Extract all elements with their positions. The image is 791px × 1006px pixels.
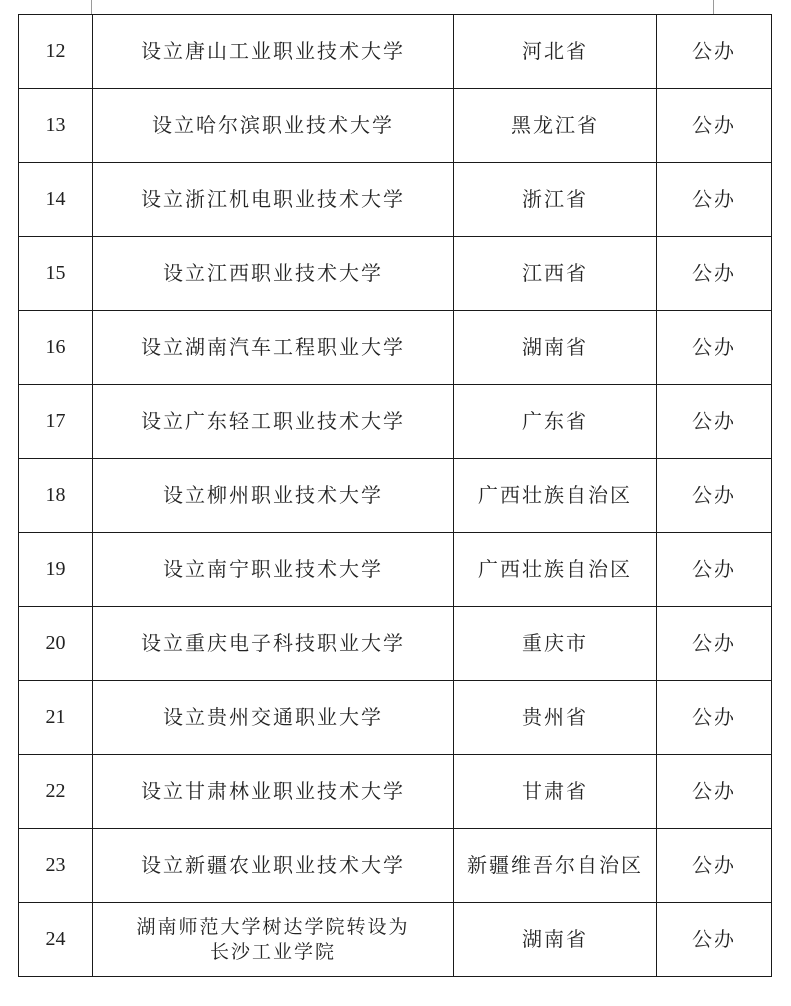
school-type: 公办 bbox=[657, 237, 772, 311]
table-row bbox=[19, 681, 772, 755]
table-row bbox=[19, 385, 772, 459]
row-number: 18 bbox=[19, 459, 93, 533]
school-type: 公办 bbox=[657, 903, 772, 977]
school-name: 设立柳州职业技术大学 bbox=[93, 459, 454, 533]
province: 湖南省 bbox=[454, 903, 657, 977]
school-name: 设立广东轻工职业技术大学 bbox=[93, 385, 454, 459]
row-number: 21 bbox=[19, 681, 93, 755]
table-row bbox=[19, 459, 772, 533]
school-name: 设立浙江机电职业技术大学 bbox=[93, 163, 454, 237]
page-corner-mark-left bbox=[91, 0, 92, 14]
school-type: 公办 bbox=[657, 607, 772, 681]
province: 江西省 bbox=[454, 237, 657, 311]
row-number: 14 bbox=[19, 163, 93, 237]
school-type: 公办 bbox=[657, 755, 772, 829]
row-number: 23 bbox=[19, 829, 93, 903]
province: 河北省 bbox=[454, 15, 657, 89]
school-type: 公办 bbox=[657, 163, 772, 237]
school-name bbox=[93, 903, 454, 977]
school-name: 设立重庆电子科技职业大学 bbox=[93, 607, 454, 681]
school-type: 公办 bbox=[657, 15, 772, 89]
row-number: 20 bbox=[19, 607, 93, 681]
school-name: 设立湖南汽车工程职业大学 bbox=[93, 311, 454, 385]
school-type: 公办 bbox=[657, 533, 772, 607]
table-row bbox=[19, 163, 772, 237]
school-name: 设立南宁职业技术大学 bbox=[93, 533, 454, 607]
school-name: 设立贵州交通职业大学 bbox=[93, 681, 454, 755]
table-row bbox=[19, 89, 772, 163]
row-number: 22 bbox=[19, 755, 93, 829]
row-number: 12 bbox=[19, 15, 93, 89]
school-name: 设立甘肃林业职业技术大学 bbox=[93, 755, 454, 829]
table-row bbox=[19, 15, 772, 89]
row-number: 16 bbox=[19, 311, 93, 385]
university-list-table bbox=[18, 14, 772, 977]
table-row bbox=[19, 829, 772, 903]
school-type: 公办 bbox=[657, 385, 772, 459]
school-type: 公办 bbox=[657, 459, 772, 533]
province: 广西壮族自治区 bbox=[454, 459, 657, 533]
school-name: 设立唐山工业职业技术大学 bbox=[93, 15, 454, 89]
school-name: 设立新疆农业职业技术大学 bbox=[93, 829, 454, 903]
school-type: 公办 bbox=[657, 89, 772, 163]
school-name: 设立哈尔滨职业技术大学 bbox=[93, 89, 454, 163]
table-row bbox=[19, 607, 772, 681]
province: 新疆维吾尔自治区 bbox=[454, 829, 657, 903]
school-name-line-1: 湖南师范大学树达学院转设为 bbox=[136, 915, 410, 938]
table-row bbox=[19, 237, 772, 311]
row-number: 24 bbox=[19, 903, 93, 977]
school-type: 公办 bbox=[657, 681, 772, 755]
province: 贵州省 bbox=[454, 681, 657, 755]
school-type: 公办 bbox=[657, 311, 772, 385]
table-row bbox=[19, 903, 772, 977]
province: 广东省 bbox=[454, 385, 657, 459]
province: 湖南省 bbox=[454, 311, 657, 385]
school-name: 设立江西职业技术大学 bbox=[93, 237, 454, 311]
table-row bbox=[19, 755, 772, 829]
province: 甘肃省 bbox=[454, 755, 657, 829]
school-name-line-2: 长沙工业学院 bbox=[209, 940, 336, 963]
province: 黑龙江省 bbox=[454, 89, 657, 163]
province: 广西壮族自治区 bbox=[454, 533, 657, 607]
table-row bbox=[19, 311, 772, 385]
document-table-container bbox=[18, 14, 771, 977]
row-number: 19 bbox=[19, 533, 93, 607]
school-type: 公办 bbox=[657, 829, 772, 903]
table-row bbox=[19, 533, 772, 607]
row-number: 13 bbox=[19, 89, 93, 163]
row-number: 15 bbox=[19, 237, 93, 311]
province: 浙江省 bbox=[454, 163, 657, 237]
page-corner-mark-right bbox=[713, 0, 714, 14]
province: 重庆市 bbox=[454, 607, 657, 681]
row-number: 17 bbox=[19, 385, 93, 459]
